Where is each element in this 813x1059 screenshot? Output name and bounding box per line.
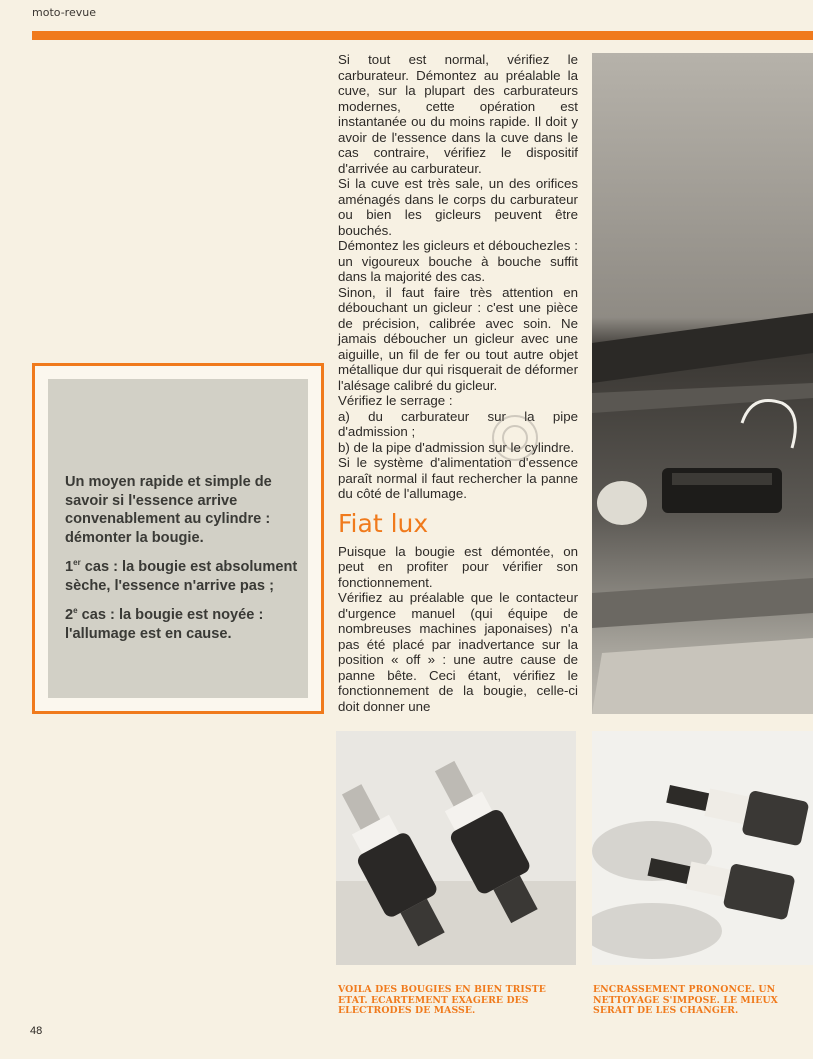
article-paragraph: Démontez les gicleurs et débouchezles : un vigoureux bouche à bouche suffit dans la majorité des cas. — [338, 238, 578, 284]
magazine-label: moto-revue — [32, 6, 96, 19]
callout-intro: Un moyen rapide et simple de savoir si l'essence arrive convenablement au cylindre : démonter la bougie. — [65, 474, 272, 546]
callout-box — [32, 363, 324, 714]
article-paragraph: b) de la pipe d'admission sur le cylindre. — [338, 439, 575, 455]
article-paragraph: Si le système d'alimentation d'essence paraît normal il faut rechercher la panne du côté de l'allumage. — [338, 455, 578, 501]
spark-plugs-worn-photo — [336, 731, 576, 965]
callout-case-2: 2e cas : la bougie est noyée : l'allumage est en cause. — [65, 606, 264, 642]
article-paragraph: Sinon, il faut faire très attention en débouchant un gicleur : c'est une pièce de précision, calibrée avec soin. Ne jamais déboucher un gicleur avec une aiguille, un fil de fer ou tout autre objet métallique dur qui risquerait de déformer l'alésage calibré du gicleur. — [338, 284, 578, 393]
article-paragraph: Si la cuve est très sale, un des orifices aménagés dans le corps du carburateur ou bien les gicleurs peuvent être bouchés. — [338, 176, 578, 238]
callout-case-1: 1er cas : la bougie est absolument sèche, l'essence n'arrive pas ; — [65, 558, 298, 594]
article-column — [338, 52, 578, 714]
section-heading: Fiat lux — [338, 508, 429, 538]
article-paragraph: Puisque la bougie est démontée, on peut en profiter pour vérifier son fonctionnement. — [338, 543, 578, 590]
article-paragraph: a) du carburateur sur la pipe d'admission ; — [338, 408, 578, 439]
engine-carburetor-photo — [592, 53, 813, 714]
page-number: 48 — [30, 1025, 43, 1037]
photo-caption-right: ENCRASSEMENT PRONONCE. UN NETTOYAGE S'IMPOSE. LE MIEUX SERAIT DE LES CHANGER. — [593, 984, 778, 1016]
article-part-2 — [338, 544, 578, 715]
photo-caption-left: VOILA DES BOUGIES EN BIEN TRISTE ETAT. ECARTEMENT EXAGERE DES ELECTRODES DE MASSE. — [338, 984, 546, 1016]
article-paragraph: Si tout est normal, vérifiez le carburateur. Démontez au préalable la cuve, sur la plupart des carburateurs modernes, cette opération est instantanée ou du moins rapide. Il doit y avoir de l'essence dans la cuve dans le cas contraire, vérifiez le dispositif d'arrivée au carburateur. — [338, 52, 578, 176]
spark-plugs-fouled-photo — [592, 731, 813, 965]
callout-text — [65, 473, 305, 654]
header-rule — [32, 31, 813, 40]
library-stamp — [480, 408, 550, 468]
article-paragraph: Vérifiez au préalable que le contacteur d'urgence manuel (qui équipe de nombreuses machines japonaises) n'a pas été placé par inadvertance sur la position « off » : une autre cause de panne bête. Ceci étant, vérifiez le fonctionnement de la bougie, celle-ci doit donner une — [338, 590, 578, 714]
article-paragraph: Vérifiez le serrage : — [338, 393, 453, 408]
